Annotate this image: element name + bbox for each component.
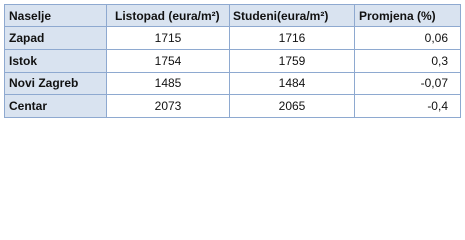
table-header <box>5 5 461 27</box>
table-row <box>5 27 461 50</box>
price-table-container <box>4 4 460 118</box>
promjena-value: -0,07 <box>355 72 461 95</box>
listopad-value: 1754 <box>107 49 230 72</box>
header-promjena: Promjena (%) <box>355 5 461 27</box>
row-label: Zapad <box>5 27 107 50</box>
header-studeni: Studeni(eura/m²) <box>230 5 355 27</box>
studeni-value: 2065 <box>230 95 355 118</box>
listopad-value: 1485 <box>107 72 230 95</box>
table-row <box>5 49 461 72</box>
studeni-value: 1716 <box>230 27 355 50</box>
table-row <box>5 72 461 95</box>
listopad-value: 2073 <box>107 95 230 118</box>
price-table <box>4 4 461 118</box>
row-label: Novi Zagreb <box>5 72 107 95</box>
header-row <box>5 5 461 27</box>
promjena-value: -0,4 <box>355 95 461 118</box>
listopad-value: 1715 <box>107 27 230 50</box>
row-label: Istok <box>5 49 107 72</box>
table-row <box>5 95 461 118</box>
table-body <box>5 27 461 118</box>
studeni-value: 1759 <box>230 49 355 72</box>
studeni-value: 1484 <box>230 72 355 95</box>
row-label: Centar <box>5 95 107 118</box>
header-listopad: Listopad (eura/m²) <box>107 5 230 27</box>
promjena-value: 0,06 <box>355 27 461 50</box>
promjena-value: 0,3 <box>355 49 461 72</box>
header-naselje: Naselje <box>5 5 107 27</box>
